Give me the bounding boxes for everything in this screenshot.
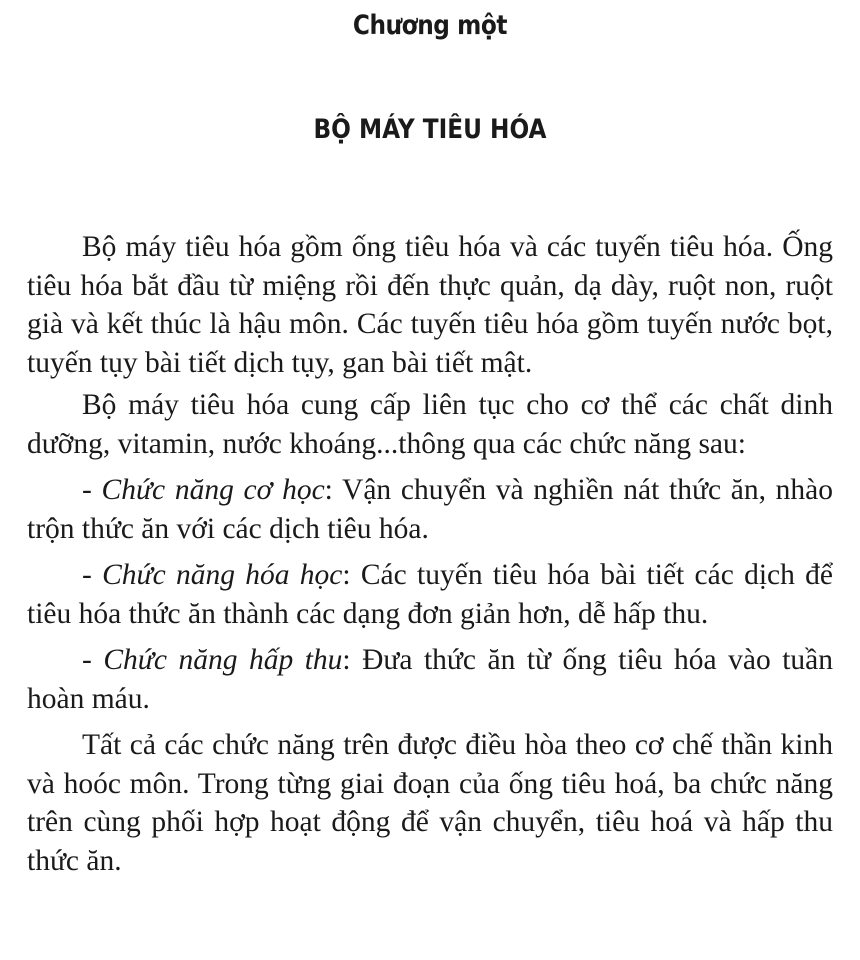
paragraph-intro: Bộ máy tiêu hóa gồm ống tiêu hóa và các tuyến tiêu hóa. Ống tiêu hóa bắt đầu từ miệng rồi đến thực quản, dạ dày, ruột non, ruột già và kết thúc là hậu môn. Các tuyến tiêu hóa gồm tuyến nước bọt, tuyến tụy bài tiết dịch tụy, gan bài tiết mật.	[27, 231, 833, 379]
list-item-dash: -	[82, 474, 102, 506]
list-item-chemical	[27, 556, 833, 633]
list-item-text: : Vận chuyển và nghiền nát thức ăn, nhào trộn thức ăn với các dịch tiêu hóa.	[27, 474, 834, 545]
chapter-title: BỘ MÁY TIÊU HÓA	[313, 114, 547, 145]
list-item-term: Chức năng hấp thu	[103, 644, 343, 676]
body-text	[27, 228, 833, 880]
list-item-text: : Các tuyến tiêu hóa bài tiết các dịch để tiêu hóa thức ăn thành các dạng đơn giản hơn, dễ hấp thu.	[27, 559, 833, 630]
list-item-term: Chức năng hóa học	[102, 559, 343, 591]
paragraph-functions-intro: Bộ máy tiêu hóa cung cấp liên tục cho cơ thể các chất dinh dưỡng, vitamin, nước khoáng...thông qua các chức năng sau:	[27, 389, 833, 460]
list-item-absorption	[27, 641, 833, 718]
chapter-heading: Chương một	[352, 10, 508, 41]
list-item-text: : Đưa thức ăn từ ống tiêu hóa vào tuần hoàn máu.	[27, 644, 833, 715]
list-item-mechanical	[27, 471, 833, 548]
list-item-term: Chức năng cơ học	[101, 474, 325, 506]
paragraph-regulation: Tất cả các chức năng trên được điều hòa theo cơ chế thần kinh và hoóc môn. Trong từng giai đoạn của ống tiêu hoá, ba chức năng trên cùng phối hợp hoạt động để vận chuyển, tiêu hoá và hấp thu thức ăn.	[27, 729, 833, 877]
list-item-dash: -	[82, 644, 104, 676]
list-item-dash: -	[82, 559, 103, 591]
